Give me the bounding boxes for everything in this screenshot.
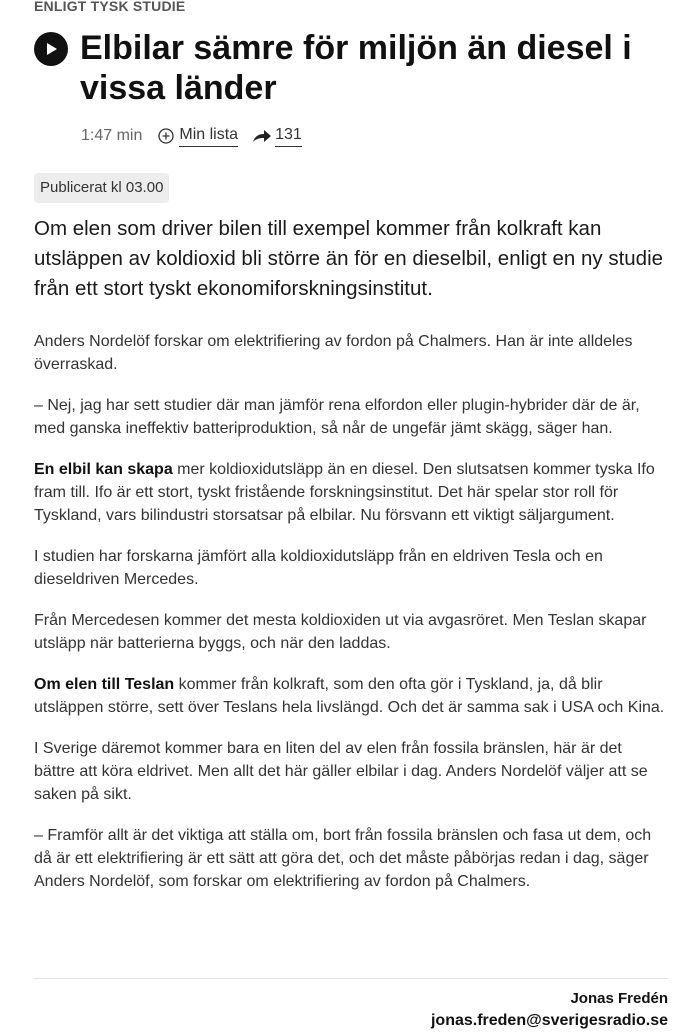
paragraph-text: – Framför allt är det viktiga att ställa om, bort från fossila bränslen och fasa ut dem, och då är ett elektrifiering är ett sätt att göra det, och det måste påbörjas redan i dag, säger Anders Nordelöf, som forskar om elektrifiering av fordon på Chalmers. [34,827,652,890]
body-paragraph [34,609,666,655]
body-paragraph [34,330,666,376]
my-list-button[interactable] [158,126,238,147]
author-divider [34,978,668,979]
play-icon [43,41,59,57]
paragraph-text: kommer från kolkraft, som den ofta gör i Tyskland, ja, då blir utsläppen större, sett över Teslans hela livslängd. Och det är samma sak i USA och Kina. [34,676,665,716]
body-paragraph [34,824,666,893]
author-name: Jonas Fredén [570,990,668,1007]
article-headline: Elbilar sämre för miljön än diesel i vissa länder [80,29,632,107]
article-body [34,330,666,911]
paragraph-text: Från Mercedesen kommer det mesta koldioxiden ut via avgasröret. Men Teslan skapar utsläpp när batterierna byggs, och när den laddas. [34,612,647,652]
paragraph-text: I Sverige däremot kommer bara en liten del av elen från fossila bränslen, här är det bättre att köra eldrivet. Men allt det här gäller elbilar i dag. Anders Nordelöf väljer att se saken på sikt. [34,740,648,803]
paragraph-text: Anders Nordelöf forskar om elektrifiering av fordon på Chalmers. Han är inte alldeles överraskad. [34,333,633,373]
paragraph-text: I studien har forskarna jämfört alla koldioxidutsläpp från en eldriven Tesla och en dieseldriven Mercedes. [34,548,603,588]
body-paragraph [34,458,666,527]
body-paragraph [34,545,666,591]
author-email-link[interactable]: jonas.freden@sverigesradio.se [430,1012,668,1029]
author-block [431,988,668,1032]
share-count: 131 [275,126,302,147]
my-list-label: Min lista [179,126,238,147]
share-arrow-icon [252,128,272,144]
body-paragraph [34,394,666,440]
audio-duration: 1:47 min [81,127,143,144]
article-lead: Om elen som driver bilen till exempel kommer från kolkraft kan utsläppen av koldioxid bli större än för en dieselbil, enligt en ny studie från ett stort tyskt ekonomiforskningsinstitut. [34,217,664,300]
article-kicker: ENLIGT TYSK STUDIE [34,0,186,14]
body-paragraph [34,673,666,719]
article-meta [81,124,302,148]
paragraph-text: – Nej, jag har sett studier där man jämför rena elfordon eller plugin-hybrider där de är, med ganska ineffektiv batteriproduktion, så når de ungefär jämt skägg, säger han. [34,397,640,437]
share-button[interactable] [252,126,302,147]
paragraph-text: mer koldioxidutsläpp än en diesel. Den slutsatsen kommer tyska Ifo fram till. Ifo är ett stort, tyskt fristående forskningsinstitut. Det här spelar stor roll för Tyskland, vars bilindustri storsatsar på elbilar. Nu försvann ett viktigt säljargument. [34,461,655,524]
paragraph-bold-lead: Om elen till Teslan [34,676,175,693]
published-badge: Publicerat kl 03.00 [34,173,169,203]
paragraph-bold-lead: En elbil kan skapa [34,461,173,478]
play-button[interactable] [34,32,68,66]
body-paragraph [34,737,666,806]
plus-circle-icon [158,128,174,144]
